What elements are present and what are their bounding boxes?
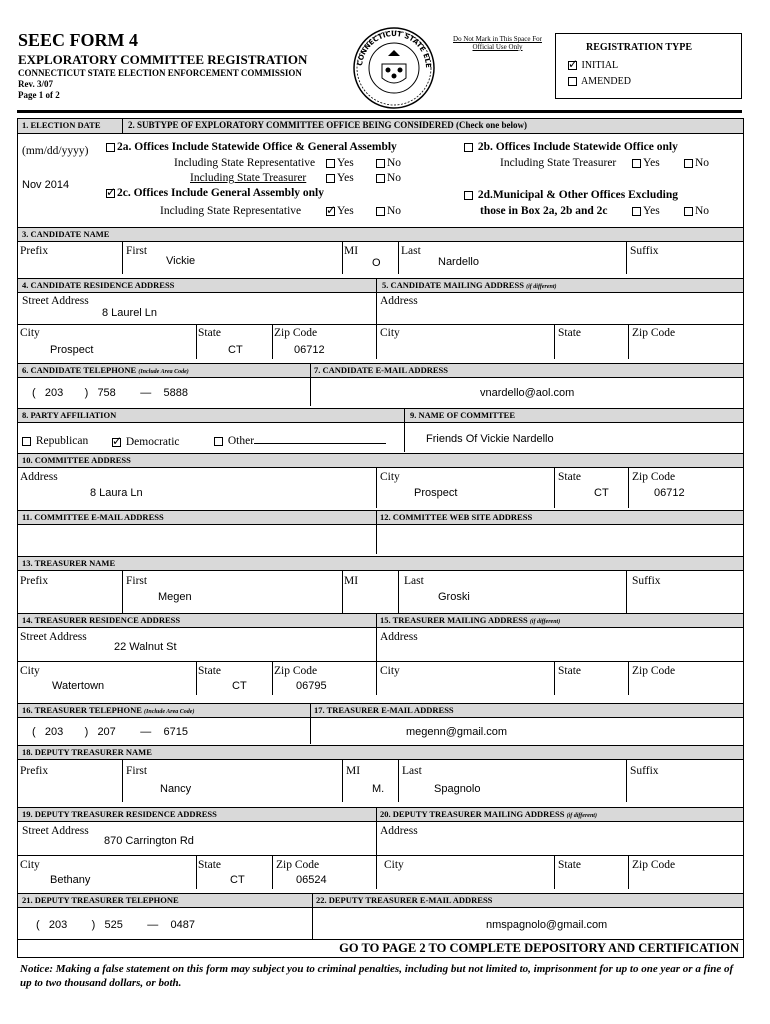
initial-checkbox[interactable] xyxy=(568,61,577,70)
amended-checkbox[interactable] xyxy=(568,77,577,86)
sec5-city-label: City xyxy=(380,327,400,339)
sec6-7-header: 6. CANDIDATE TELEPHONE (Include Area Code) 7. CANDIDATE E-MAIL ADDRESS xyxy=(18,363,743,378)
date-format-hint: (mm/dd/yyyy) xyxy=(22,145,89,157)
deputy-street[interactable]: 870 Carrington Rd xyxy=(104,835,194,847)
sec13-first-label: First xyxy=(126,575,148,587)
treasurer-zip[interactable]: 06795 xyxy=(296,680,327,692)
sec18-mi-label: MI xyxy=(346,765,361,777)
sec18-prefix-label: Prefix xyxy=(20,765,49,777)
sec16-17-header: 16. TREASURER TELEPHONE (Include Area Code) 17. TREASURER E-MAIL ADDRESS xyxy=(18,703,743,718)
svg-text:CONNECTICUT STATE ELECTIONS: CONNECTICUT STATE ELE xyxy=(356,29,433,69)
form-title: SEEC FORM 4 xyxy=(18,30,139,50)
2c-checkbox[interactable] xyxy=(106,189,115,198)
sec4-street-label: Street Address xyxy=(22,295,89,307)
sec14-15-header: 14. TREASURER RESIDENCE ADDRESS 15. TREASURER MAILING ADDRESS (if different) xyxy=(18,613,743,628)
committee-city[interactable]: Prospect xyxy=(414,487,458,499)
sec18-header: 18. DEPUTY TREASURER NAME xyxy=(18,745,743,760)
election-date-value[interactable]: Nov 2014 xyxy=(22,179,70,191)
option-2d[interactable]: 2d.Municipal & Other Offices Excluding xyxy=(464,189,678,201)
header-divider xyxy=(17,110,742,113)
sec5-zip-label: Zip Code xyxy=(632,327,676,339)
2b-checkbox[interactable] xyxy=(464,143,473,152)
committee-state[interactable]: CT xyxy=(594,487,609,499)
deputy-phone[interactable]: ( 203 ) 525 — 0487 xyxy=(36,919,196,931)
registration-type-box xyxy=(555,33,742,99)
form-table xyxy=(17,118,744,958)
treasurer-email[interactable]: megenn@gmail.com xyxy=(406,726,508,738)
initial-option[interactable]: ✓ INITIAL xyxy=(568,60,618,71)
sec15-address-label: Address xyxy=(380,631,418,643)
sec13-prefix-label: Prefix xyxy=(20,575,49,587)
sec14-state-label: State xyxy=(198,665,221,677)
treasurer-phone[interactable]: ( 203 ) 207 — 6715 xyxy=(32,726,188,738)
committee-website-field[interactable] xyxy=(380,529,736,549)
revision: Rev. 3/07 xyxy=(18,79,53,89)
sec4-city-label: City xyxy=(20,327,40,339)
option-2a[interactable]: 2a. Offices Include Statewide Office & General Assembly xyxy=(106,141,397,153)
sec20-zip-label: Zip Code xyxy=(632,859,676,871)
2d-line: those in Box 2a, 2b and 2c xyxy=(480,205,608,217)
2a-checkbox[interactable] xyxy=(106,143,115,152)
2d-no[interactable]: No xyxy=(684,205,709,217)
sec14-zip-label: Zip Code xyxy=(274,665,318,677)
committee-address[interactable]: 8 Laura Ln xyxy=(90,487,143,499)
registration-type-title: REGISTRATION TYPE xyxy=(586,42,693,53)
form-subtitle: EXPLORATORY COMMITTEE REGISTRATION xyxy=(18,52,308,67)
sec15-zip-label: Zip Code xyxy=(632,665,676,677)
sec15-city-label: City xyxy=(380,665,400,677)
state-seal-icon xyxy=(352,26,436,110)
sec15-state-label: State xyxy=(558,665,581,677)
sec18-first-label: First xyxy=(126,765,148,777)
2b-treas-line: Including State Treasurer xyxy=(500,157,617,169)
option-2b[interactable]: 2b. Offices Include Statewide Office only xyxy=(464,141,678,153)
2c-rep-line: Including State Representative xyxy=(160,205,302,217)
committee-email-field[interactable] xyxy=(22,529,368,549)
sec19-street-label: Street Address xyxy=(22,825,89,837)
sec21-22-header: 21. DEPUTY TREASURER TELEPHONE 22. DEPUTY TREASURER E-MAIL ADDRESS xyxy=(18,893,743,908)
sec10-city-label: City xyxy=(380,471,400,483)
sec20-state-label: State xyxy=(558,859,581,871)
2a-rep-line: Including State Representative xyxy=(174,157,316,169)
2a-rep-yes[interactable]: Yes xyxy=(326,157,354,169)
amended-option[interactable]: AMENDED xyxy=(568,76,631,87)
deputy-state[interactable]: CT xyxy=(230,874,245,886)
option-2c[interactable]: ✓2c. Offices Include General Assembly only xyxy=(106,187,324,199)
sec3-prefix-label: Prefix xyxy=(20,245,49,257)
official-use-note: Do Not Mark in This Space For Official Use Only xyxy=(453,35,542,51)
treasurer-street[interactable]: 22 Walnut St xyxy=(114,641,177,653)
sec20-address-label: Address xyxy=(380,825,418,837)
party-democratic[interactable]: ✓ Democratic xyxy=(112,436,180,448)
party-other[interactable]: Other xyxy=(214,435,386,447)
sec14-street-label: Street Address xyxy=(20,631,87,643)
sec10-address-label: Address xyxy=(20,471,58,483)
candidate-mi[interactable]: O xyxy=(372,257,381,269)
goto-page-2: GO TO PAGE 2 TO COMPLETE DEPOSITORY AND CERTIFICATION xyxy=(339,941,739,955)
sec10-zip-label: Zip Code xyxy=(632,471,676,483)
sec20-city-label: City xyxy=(384,859,404,871)
sec13-header: 13. TREASURER NAME xyxy=(18,556,743,571)
2a-treas-no[interactable]: No xyxy=(376,172,401,184)
sec19-zip-label: Zip Code xyxy=(276,859,320,871)
sec3-header: 3. CANDIDATE NAME xyxy=(18,227,743,242)
sec1-2-header xyxy=(18,119,743,134)
legal-notice: Notice: Making a false statement on this form may subject you to criminal penalties, including but not limited to, imprisonment for up to one year or a fine of up to two thousand dollars, or both. xyxy=(20,963,734,989)
sec5-address-label: Address xyxy=(380,295,418,307)
sec10-state-label: State xyxy=(558,471,581,483)
sec1-label: 1. ELECTION DATE xyxy=(22,120,101,130)
candidate-last-name[interactable]: Nardello xyxy=(438,256,479,268)
sec10-header: 10. COMMITTEE ADDRESS xyxy=(18,453,743,468)
deputy-first-name[interactable]: Nancy xyxy=(160,783,192,795)
treasurer-last-name[interactable]: Groski xyxy=(438,591,470,603)
sec8-9-header: 8. PARTY AFFILIATION 9. NAME OF COMMITTEE xyxy=(18,408,743,423)
party-republican[interactable]: Republican xyxy=(22,435,88,447)
2c-rep-no[interactable]: No xyxy=(376,205,401,217)
2b-treas-no[interactable]: No xyxy=(684,157,709,169)
candidate-city[interactable]: Prospect xyxy=(50,344,94,356)
deputy-zip[interactable]: 06524 xyxy=(296,874,327,886)
sec3-first-label: First xyxy=(126,245,148,257)
deputy-email[interactable]: nmspagnolo@gmail.com xyxy=(486,919,608,931)
committee-zip[interactable]: 06712 xyxy=(654,487,685,499)
sec5-state-label: State xyxy=(558,327,581,339)
sec4-state-label: State xyxy=(198,327,221,339)
sec18-last-label: Last xyxy=(402,765,422,777)
deputy-mi[interactable]: M. xyxy=(372,783,385,795)
sec4-zip-label: Zip Code xyxy=(274,327,318,339)
2a-treas-yes[interactable]: Yes xyxy=(326,172,354,184)
agency-name: CONNECTICUT STATE ELECTION ENFORCEMENT COMMISSION xyxy=(18,68,302,78)
2a-rep-no[interactable]: No xyxy=(376,157,401,169)
sec19-city-label: City xyxy=(20,859,40,871)
committee-name[interactable]: Friends Of Vickie Nardello xyxy=(426,433,554,445)
candidate-street[interactable]: 8 Laurel Ln xyxy=(102,307,158,319)
sec14-city-label: City xyxy=(20,665,40,677)
sec13-suffix-label: Suffix xyxy=(632,575,661,587)
sec13-mi-label: MI xyxy=(344,575,359,587)
candidate-zip[interactable]: 06712 xyxy=(294,344,325,356)
page-number: Page 1 of 2 xyxy=(18,90,60,100)
deputy-last-name[interactable]: Spagnolo xyxy=(434,783,481,795)
sec18-suffix-label: Suffix xyxy=(630,765,659,777)
candidate-state[interactable]: CT xyxy=(228,344,243,356)
sec13-last-label: Last xyxy=(404,575,424,587)
sec3-suffix-label: Suffix xyxy=(630,245,659,257)
treasurer-state[interactable]: CT xyxy=(232,680,247,692)
candidate-email[interactable]: vnardello@aol.com xyxy=(480,387,575,399)
sec3-mi-label: MI xyxy=(344,245,359,257)
2c-rep-yes[interactable]: ✓ Yes xyxy=(326,205,354,217)
deputy-city[interactable]: Bethany xyxy=(50,874,91,886)
sec3-last-label: Last xyxy=(401,245,421,257)
2d-yes[interactable]: Yes xyxy=(632,205,660,217)
candidate-phone[interactable]: ( 203 ) 758 — 5888 xyxy=(32,387,188,399)
candidate-first-name[interactable]: Vickie xyxy=(166,255,196,267)
2d-checkbox[interactable] xyxy=(464,191,473,200)
sec11-12-header: 11. COMMITTEE E-MAIL ADDRESS 12. COMMITTEE WEB SITE ADDRESS xyxy=(18,510,743,525)
sec2-label: 2. SUBTYPE OF EXPLORATORY COMMITTEE OFFICE BEING CONSIDERED (Check one below) xyxy=(128,120,527,130)
sec19-state-label: State xyxy=(198,859,221,871)
treasurer-city[interactable]: Watertown xyxy=(52,680,105,692)
sec19-20-header: 19. DEPUTY TREASURER RESIDENCE ADDRESS 20. DEPUTY TREASURER MAILING ADDRESS (if different) xyxy=(18,807,743,822)
sec4-5-header: 4. CANDIDATE RESIDENCE ADDRESS 5. CANDIDATE MAILING ADDRESS (if different) xyxy=(18,278,743,293)
2b-treas-yes[interactable]: Yes xyxy=(632,157,660,169)
treasurer-first-name[interactable]: Megen xyxy=(158,591,192,603)
2a-treas-line: Including State Treasurer xyxy=(190,172,307,184)
